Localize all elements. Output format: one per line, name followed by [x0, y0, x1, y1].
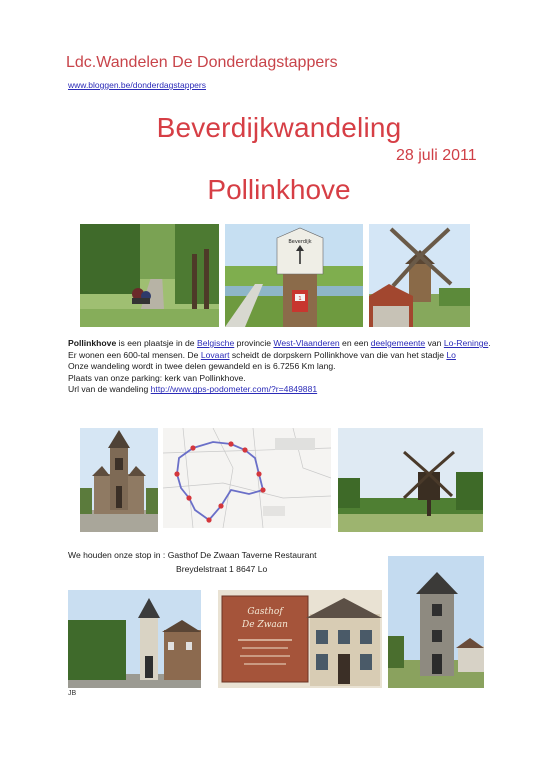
photo-windmill-1 [369, 224, 470, 327]
walk-place: Pollinkhove [207, 174, 351, 205]
stop-info: We houden onze stop in : Gasthof De Zwaan Taverne Restaurant [68, 550, 317, 560]
route-map [163, 428, 331, 528]
club-url-link[interactable]: www.bloggen.be/donderdagstappers [68, 80, 206, 90]
photo-town-gate [68, 590, 201, 688]
photo-church [80, 428, 158, 532]
walk-url-link[interactable]: http://www.gps-podometer.com/?r=4849881 [150, 384, 318, 395]
link-deelgemeente[interactable]: deelgemeente [370, 338, 426, 348]
signpost-label: Beverdijk [288, 239, 312, 245]
link-lo[interactable]: Lo [446, 349, 456, 360]
intro-line-1: Pollinkhove is een plaatsje in de Belgische provincie West-Vlaanderen en een deelgemeente van Lo-Reninge. Er wonen een 600-tal mensen. De Lovaart scheidt de dorpskern Pollinkhove van die van het stadje Lo [68, 338, 491, 360]
club-title: Ldc.Wandelen De Donderdagstappers [66, 54, 338, 71]
photo-tower [388, 556, 484, 688]
walk-title: Beverdijkwandeling [156, 112, 402, 143]
link-west-vlaanderen[interactable]: West-Vlaanderen [273, 338, 340, 348]
intro-bold-place: Pollinkhove [68, 338, 117, 348]
link-lovaart[interactable]: Lovaart [200, 349, 230, 360]
route-number: 1 [298, 296, 302, 302]
photo-tree-lined-path [80, 224, 219, 327]
walk-date: 28 juli 2011 [396, 147, 477, 164]
link-belgische[interactable]: Belgische [196, 338, 235, 348]
stop-address: Breydelstraat 1 8647 Lo [176, 564, 268, 574]
author-initials: JB [68, 690, 77, 697]
photo-windmill-2 [338, 428, 483, 532]
intro-text [68, 338, 498, 396]
sign-de-zwaan: De Zwaan [242, 620, 288, 630]
link-lo-reninge[interactable]: Lo-Reninge [443, 338, 489, 348]
intro-line-parking: Plaats van onze parking: kerk van Pollinkhove. [68, 372, 246, 383]
intro-line-distance: Onze wandeling wordt in twee delen gewandeld en is 6.7256 Km lang. [68, 361, 336, 372]
intro-line-url: Url van de wandeling http://www.gps-podometer.com/?r=4849881 [68, 384, 318, 395]
photo-route-signpost [225, 224, 363, 327]
sign-gasthof: Gasthof [247, 607, 283, 617]
photo-restaurant-de-zwaan [218, 590, 382, 688]
